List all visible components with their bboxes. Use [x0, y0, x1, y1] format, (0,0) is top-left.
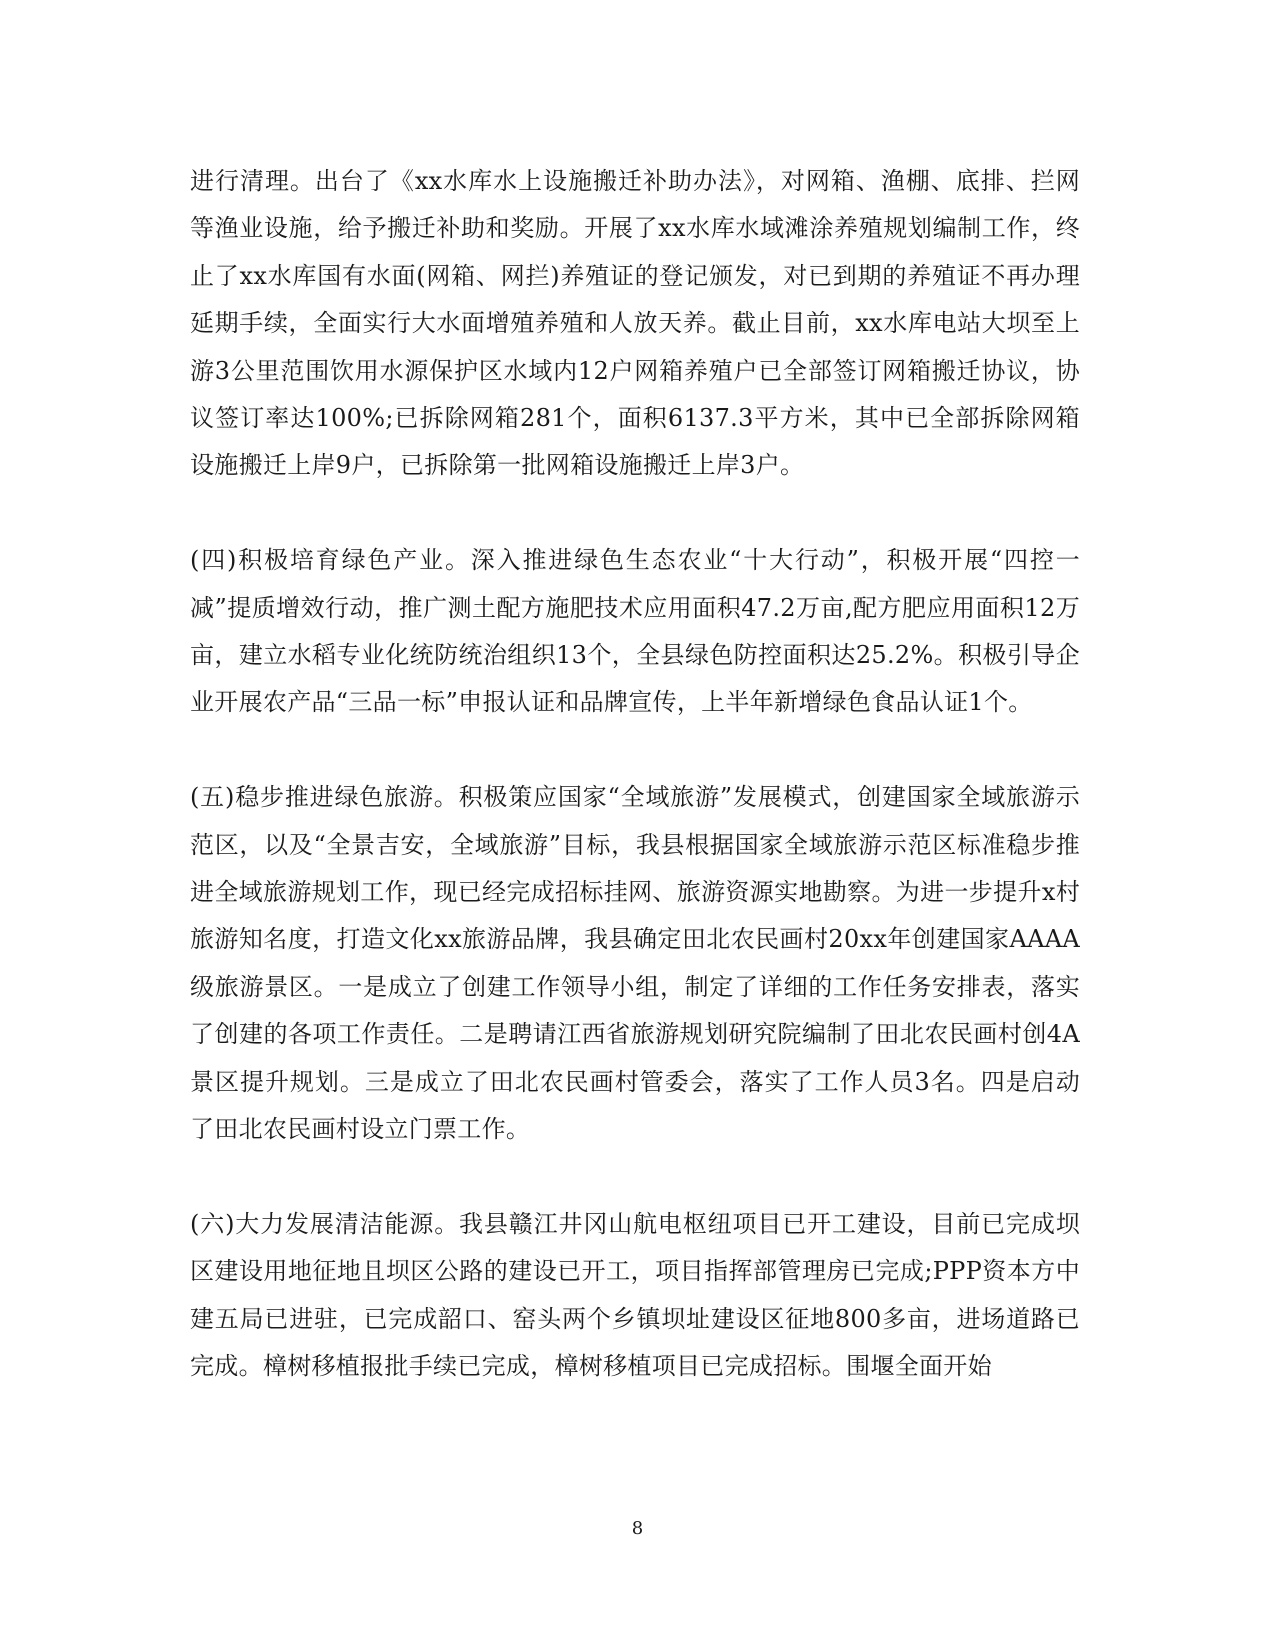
paragraph-clean-energy: (六)大力发展清洁能源。我县赣江井冈山航电枢纽项目已开工建设，目前已完成坝区建设用地征地且坝区公路的建设已开工，项目指挥部管理房已完成;PPP资本方中建五局已进驻，已完成韶口、窑头两个乡镇坝址建设区征地800多亩，进场道路已完成。樟树移植报批手续已完成，樟树移植项目已完成招标。围堰全面开始 [190, 1209, 1080, 1381]
paragraph-spacer [190, 1154, 1080, 1201]
paragraph-spacer [190, 727, 1080, 774]
document-body [190, 158, 1080, 1391]
page-number: 8 [631, 1518, 644, 1539]
paragraph-green-tourism: (五)稳步推进绿色旅游。积极策应国家“全域旅游”发展模式，创建国家全域旅游示范区，以及“全景吉安，全域旅游”目标，我县根据国家全域旅游示范区标准稳步推进全域旅游规划工作，现已经完成招标挂网、旅游资源实地勘察。为进一步提升x村旅游知名度，打造文化xx旅游品牌，我县确定田北农民画村20xx年创建国家AAAA级旅游景区。一是成立了创建工作领导小组，制定了详细的工作任务安排表，落实了创建的各项工作责任。二是聘请江西省旅游规划研究院编制了田北农民画村创4A景区提升规划。三是成立了田北农民画村管委会，落实了工作人员3名。四是启动了田北农民画村设立门票工作。 [190, 783, 1080, 1144]
paragraph-green-industry: (四)积极培育绿色产业。深入推进绿色生态农业“十大行动”，积极开展“四控一减”提质增效行动，推广测土配方施肥技术应用面积47.2万亩,配方肥应用面积12万亩，建立水稻专业化统防统治组织13个，全县绿色防控面积达25.2%。积极引导企业开展农产品“三品一标”申报认证和品牌宣传，上半年新增绿色食品认证1个。 [190, 546, 1080, 717]
paragraph-reservoir-cleanup: 进行清理。出台了《xx水库水上设施搬迁补助办法》，对网箱、渔棚、底排、拦网等渔业设施，给予搬迁补助和奖励。开展了xx水库水域滩涂养殖规划编制工作，终止了xx水库国有水面(网箱、网拦)养殖证的登记颁发，对已到期的养殖证不再办理延期手续，全面实行大水面增殖养殖和人放天养。截止目前，xx水库电站大坝至上游3公里范围饮用水源保护区水域内12户网箱养殖户已全部签订网箱搬迁协议，协议签订率达100%;已拆除网箱281个，面积6137.3平方米，其中已全部拆除网箱设施搬迁上岸9户，已拆除第一批网箱设施搬迁上岸3户。 [190, 167, 1080, 480]
paragraph-spacer [190, 490, 1080, 537]
